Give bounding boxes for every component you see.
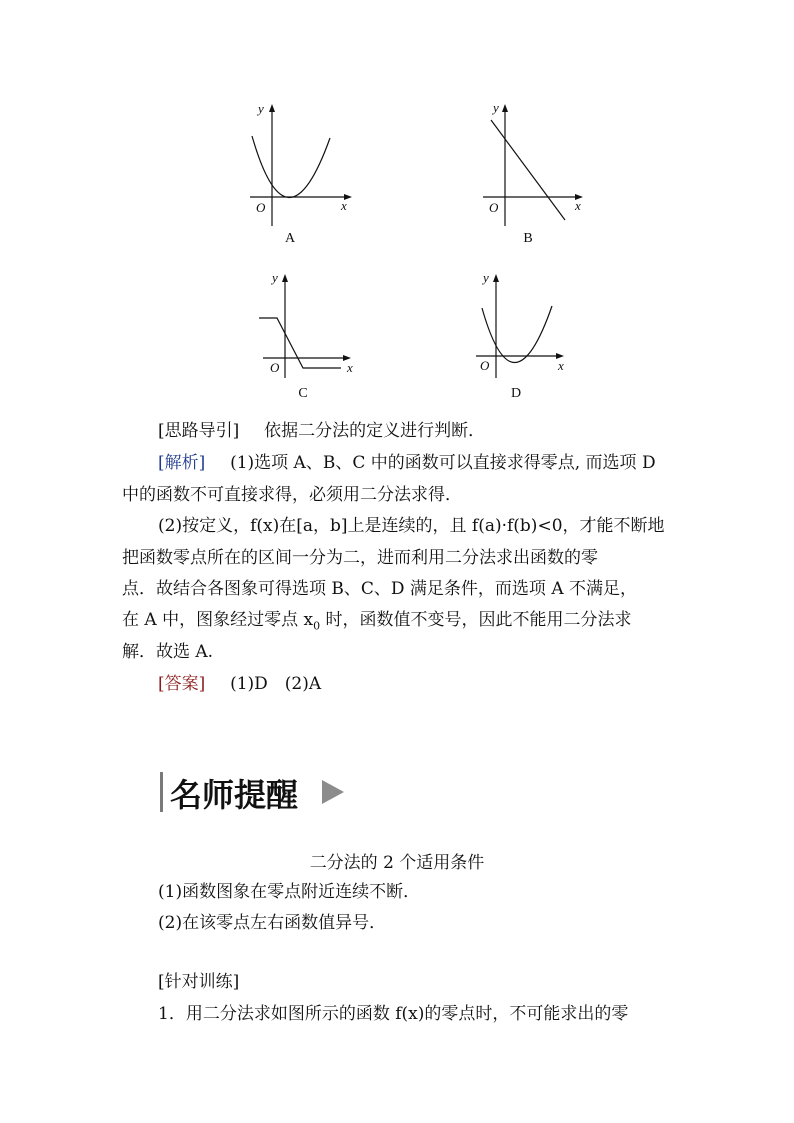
graph-a [240,98,360,233]
answer-tag: [答案] [158,674,206,694]
graph-b-plot [475,98,595,233]
graph-c [255,268,375,388]
graph-b [475,98,595,233]
svg-text:y: y [483,270,489,285]
section-bar [160,772,163,812]
graph-a-caption: A [284,231,296,246]
analysis-line-1 [158,452,718,474]
svg-text:y: y [258,101,264,116]
answer-line [158,673,718,695]
graph-c-caption: C [298,386,308,401]
jiexi-tag: [解析] [158,453,206,473]
svg-text:O: O [480,358,490,373]
analysis-p1-line2: 中的函数不可直接求得，必须用二分法求得． [122,485,462,505]
analysis-p1-line1: (1)选项 A、B、C 中的函数可以直接求得零点, 而选项 D [230,453,656,473]
svg-text:y: y [272,270,278,285]
guide-text: 依据二分法的定义进行判断． [264,421,486,441]
graph-b-caption: B [523,231,533,246]
graph-d-caption: D [510,386,522,401]
graph-d [470,268,580,388]
reminder-item-2: (2)在该零点左右函数值异号． [158,913,387,933]
answer-text: (1)D (2)A [230,674,322,694]
svg-text:O: O [270,360,280,375]
guide-tag: [思路导引] [158,421,240,441]
analysis-p2-line5: 解．故选 A. [122,642,214,662]
analysis-p2-line1: (2)按定义，f(x)在[a，b]上是连续的，且 f(a)·f(b)<0，才能不断地 [158,516,665,536]
reminder-item-1: (1)函数图象在零点附近连续不断． [158,882,421,902]
training-tag: [针对训练] [158,972,240,992]
play-arrow-icon [322,780,344,804]
analysis-p2-line2: 把函数零点所在的区间一分为二，进而利用二分法求出函数的零 [122,548,598,568]
graph-a-plot [240,98,360,233]
svg-text:x: x [575,198,581,213]
section-title: 名师提醒 [170,776,299,814]
analysis-p2-line4: 在 A 中，图象经过零点 $x_0$ 时，函数值不变号，因此不能用二分法求 [122,610,632,633]
svg-text:y: y [493,100,499,115]
analysis-p2-line3: 点．故结合各图象可得选项 B、C、D 满足条件，而选项 A 不满足， [122,579,638,599]
svg-text:O: O [256,200,266,215]
training-question-1: 1．用二分法求如图所示的函数 f(x)的零点时，不可能求出的零 [158,1004,629,1024]
svg-text:x: x [341,198,347,213]
svg-text:O: O [489,200,499,215]
svg-text:x: x [558,358,564,373]
graph-c-plot [255,268,375,388]
guide-line [158,420,718,442]
reminder-subtitle: 二分法的 2 个适用条件 [309,853,485,873]
svg-text:x: x [347,360,353,375]
graph-d-plot [470,268,580,388]
